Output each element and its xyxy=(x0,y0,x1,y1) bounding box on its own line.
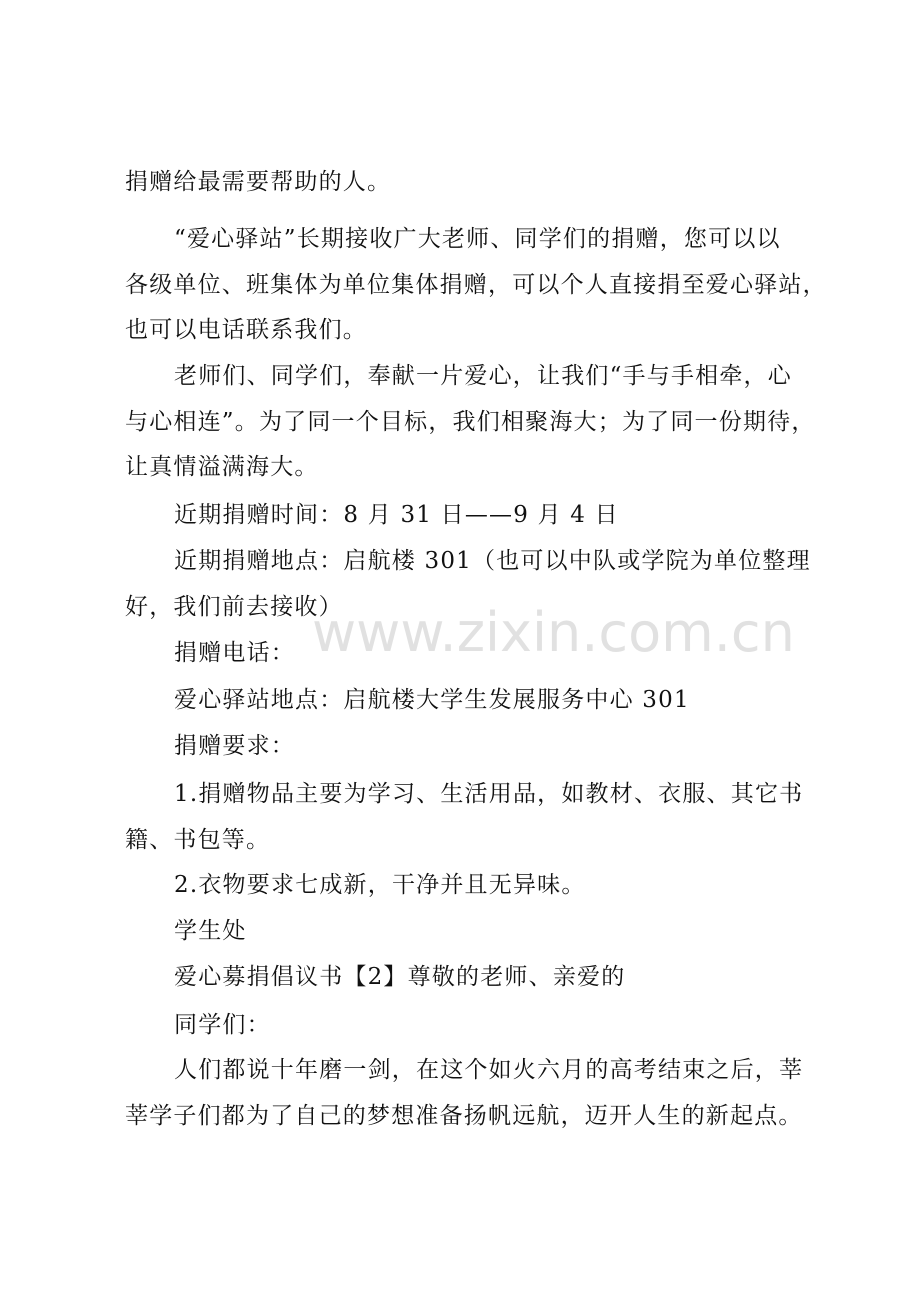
text-line: 爱心募捐倡议书【2】尊敬的老师、亲爱的 xyxy=(174,964,626,990)
text-line: 籍、书包等。 xyxy=(125,827,271,853)
text-line: 让真情溢满海大。 xyxy=(125,454,319,480)
text-line: “爱心驿站”长期接收广大老师、同学们的捐赠，您可以以 xyxy=(174,226,781,252)
text-line: 人们都说十年磨一剑，在这个如火六月的高考结束之后，莘 xyxy=(174,1057,804,1083)
text-line: 近期捐赠时间：8 月 31 日——9 月 4 日 xyxy=(174,502,619,528)
text-line: 捐赠电话： xyxy=(174,640,295,666)
text-line: 老师们、同学们，奉献一片爱心，让我们“手与手相牵，心 xyxy=(174,363,792,389)
text-line: 也可以电话联系我们。 xyxy=(125,317,367,343)
text-line: 近期捐赠地点：启航楼 301（也可以中队或学院为单位整理 xyxy=(174,548,811,574)
text-line: 各级单位、班集体为单位集体捐赠，可以个人直接捐至爱心驿站， xyxy=(125,272,827,298)
text-line: 学生处 xyxy=(174,918,247,944)
watermark: www.zixin.com.cn xyxy=(312,601,795,664)
text-line: 2.衣物要求七成新，干净并且无异味。 xyxy=(174,872,586,898)
text-line: 与心相连”。为了同一个目标，我们相聚海大；为了同一份期待， xyxy=(125,409,816,435)
text-line: 好，我们前去接收） xyxy=(125,594,343,620)
text-line: 捐赠要求： xyxy=(174,733,295,759)
text-line: 莘学子们都为了自己的梦想准备扬帆远航，迈开人生的新起点。 xyxy=(125,1103,803,1129)
text-line: 捐赠给最需要帮助的人。 xyxy=(125,169,392,195)
text-line: 同学们： xyxy=(174,1012,271,1038)
text-line: 1.捐赠物品主要为学习、生活用品，如教材、衣服、其它书 xyxy=(174,781,804,807)
text-line: 爱心驿站地点：启航楼大学生发展服务中心 301 xyxy=(174,687,690,713)
